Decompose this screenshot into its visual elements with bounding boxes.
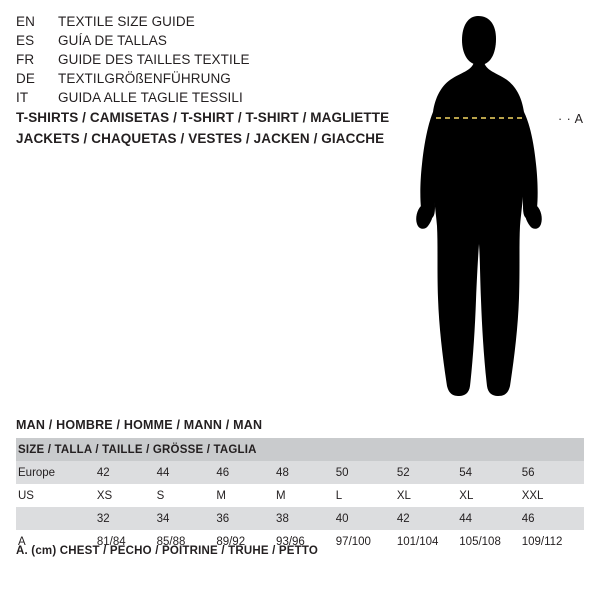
chest-footnote: A. (cm) CHEST / PECHO / POITRINE / TRUHE / PETTO [16, 545, 319, 557]
legend-row [16, 71, 376, 90]
row-label-us: US [16, 484, 97, 507]
row-label-europe: Europe [16, 461, 97, 484]
legend-row [16, 52, 376, 71]
table-cell: 48 [276, 461, 336, 484]
table-cell: 54 [459, 461, 521, 484]
legend-language-code: FR [16, 52, 35, 67]
table-cell: 36 [216, 507, 276, 530]
legend-language-text: TEXTILE SIZE GUIDE [58, 14, 195, 29]
table-cell: 42 [97, 461, 157, 484]
table-cell: 89/92 [216, 530, 276, 553]
table-cell: 32 [97, 507, 157, 530]
silhouette-icon [400, 8, 600, 408]
legend-row [16, 33, 376, 52]
table-cell: 85/88 [157, 530, 217, 553]
legend-language-text: GUIDE DES TAILLES TEXTILE [58, 52, 250, 67]
table-cell: L [336, 484, 397, 507]
legend-language-code: EN [16, 14, 35, 29]
table-cell: 34 [157, 507, 217, 530]
table-header-label: SIZE / TALLA / TAILLE / GRÖSSE / TAGLIA [16, 438, 584, 461]
table-cell: 109/112 [522, 530, 584, 553]
table-row [16, 461, 584, 484]
row-label-a: A [16, 530, 97, 553]
table-cell: 42 [397, 507, 459, 530]
table-cell: 52 [397, 461, 459, 484]
table-cell: 81/84 [97, 530, 157, 553]
legend-language-text: GUÍA DE TALLAS [58, 33, 167, 48]
table-cell: 101/104 [397, 530, 459, 553]
table-cell: M [276, 484, 336, 507]
male-silhouette-figure [400, 8, 600, 408]
table-row [16, 484, 584, 507]
legend-language-text: GUIDA ALLE TAGLIE TESSILI [58, 90, 243, 105]
legend-language-code: IT [16, 90, 29, 105]
language-legend [16, 14, 376, 109]
legend-row [16, 14, 376, 33]
table-row [16, 507, 584, 530]
chest-measure-label: · · A [558, 112, 584, 126]
table-header-row [16, 438, 584, 461]
table-cell: 46 [522, 507, 584, 530]
table-title-man: MAN / HOMBRE / HOMME / MANN / MAN [16, 418, 263, 432]
garment-line-jackets: JACKETS / CHAQUETAS / VESTES / JACKEN / GIACCHE [16, 131, 385, 146]
table-cell: 50 [336, 461, 397, 484]
legend-language-text: TEXTILGRÖßENFÜHRUNG [58, 71, 231, 86]
table-cell: 97/100 [336, 530, 397, 553]
row-label-blank [16, 507, 97, 530]
size-table [16, 438, 584, 553]
legend-language-code: ES [16, 33, 35, 48]
size-table-area [16, 418, 584, 553]
table-cell: 93/96 [276, 530, 336, 553]
table-cell: 105/108 [459, 530, 521, 553]
table-cell: XL [459, 484, 521, 507]
table-cell: 40 [336, 507, 397, 530]
table-cell: 38 [276, 507, 336, 530]
garment-headings [16, 110, 416, 152]
table-cell: XXL [522, 484, 584, 507]
table-cell: M [216, 484, 276, 507]
table-cell: 46 [216, 461, 276, 484]
table-cell: 44 [459, 507, 521, 530]
table-cell: 44 [157, 461, 217, 484]
table-cell: 56 [522, 461, 584, 484]
table-cell: XS [97, 484, 157, 507]
table-cell: XL [397, 484, 459, 507]
legend-row [16, 90, 376, 109]
garment-line-tshirts: T-SHIRTS / CAMISETAS / T-SHIRT / T-SHIRT / MAGLIETTE [16, 110, 390, 125]
legend-language-code: DE [16, 71, 35, 86]
table-cell: S [157, 484, 217, 507]
